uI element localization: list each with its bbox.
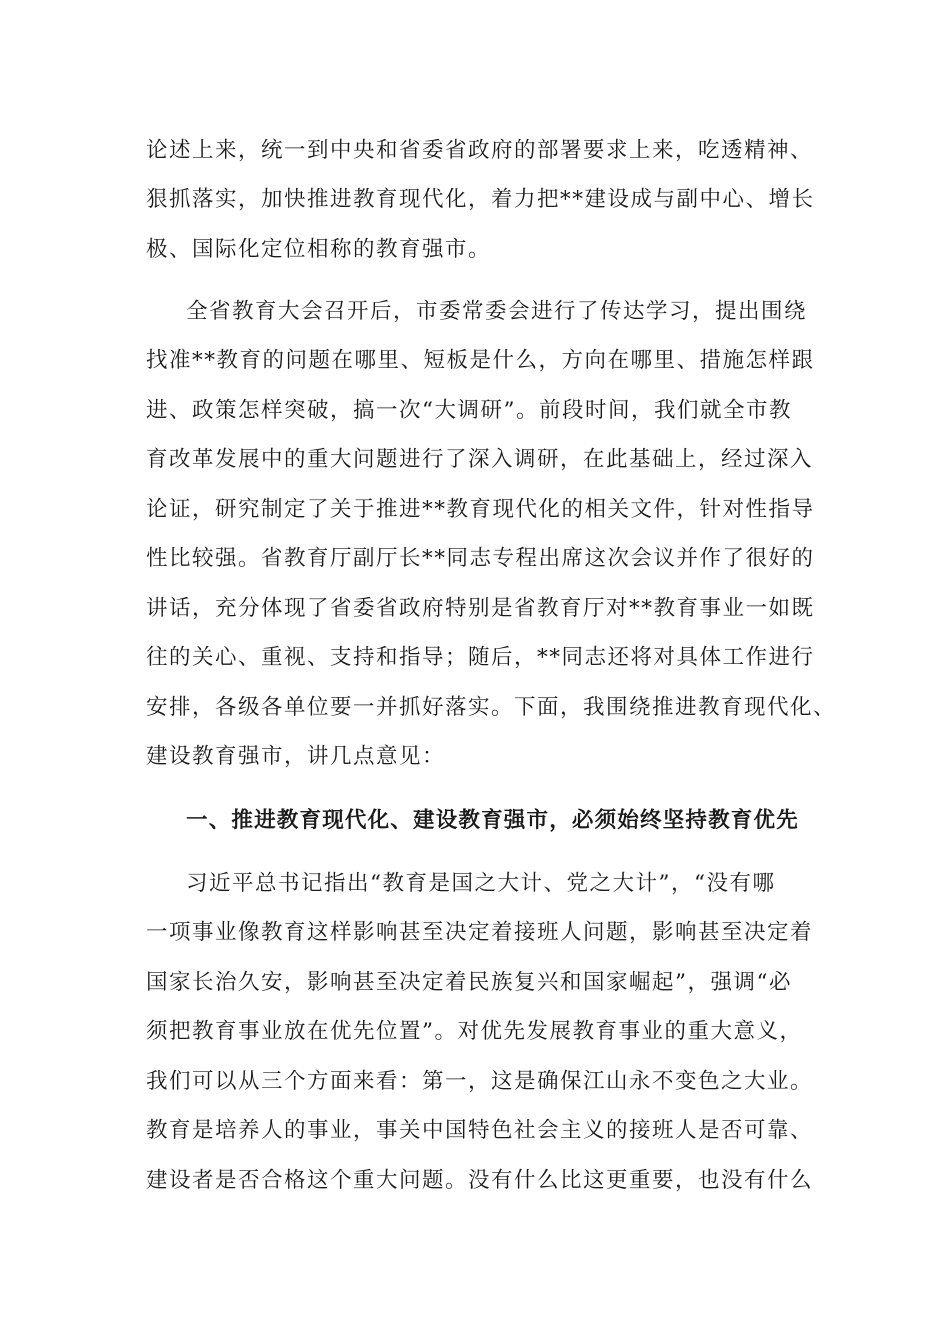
text-line: 狠抓落实，加快推进教育现代化，着力把**建设成与副中心、增长 — [146, 187, 815, 212]
text-line: 论证，研究制定了关于推进**教育现代化的相关文件，针对性指导 — [146, 497, 815, 522]
section-heading: 一、推进教育现代化、建设教育强市，必须始终坚持教育优先 — [186, 808, 799, 833]
text-line: 讲话，充分体现了省委省政府特别是省教育厅对**教育事业一如既 — [146, 596, 815, 621]
text-line: 进、政策怎样突破，搞一次“大调研”。前段时间，我们就全市教 — [146, 398, 792, 423]
text-line: 往的关心、重视、支持和指导；随后，**同志还将对具体工作进行 — [146, 645, 815, 670]
text-line: 论述上来，统一到中央和省委省政府的部署要求上来，吃透精神、 — [146, 138, 814, 163]
text-line: 建设者是否合格这个重大问题。没有什么比这更重要，也没有什么 — [146, 1168, 814, 1193]
text-line: 全省教育大会召开后，市委常委会进行了传达学习，提出围绕 — [186, 299, 808, 324]
text-line: 我们可以从三个方面来看：第一，这是确保江山永不变色之大业。 — [146, 1069, 814, 1094]
text-line: 育改革发展中的重大问题进行了深入调研，在此基础上，经过深入 — [146, 447, 814, 472]
text-line: 建设教育强市，讲几点意见： — [146, 744, 446, 769]
text-line: 安排，各级各单位要一并抓好落实。下面，我围绕推进教育现代化、 — [146, 695, 837, 720]
text-line: 极、国际化定位相称的教育强市。 — [146, 237, 492, 262]
text-line: 找准**教育的问题在哪里、短板是什么，方向在哪里、措施怎样跟 — [146, 348, 815, 373]
text-line: 习近平总书记指出“教育是国之大计、党之大计”，“没有哪 — [186, 871, 776, 896]
text-line: 须把教育事业放在优先位置”。对优先发展教育事业的重大意义， — [146, 1019, 803, 1044]
text-line: 国家长治久安，影响甚至决定着民族复兴和国家崛起”，强调“必 — [146, 970, 792, 995]
text-line: 一项事业像教育这样影响甚至决定着接班人问题，影响甚至决定着 — [146, 920, 814, 945]
text-line: 教育是培养人的事业，事关中国特色社会主义的接班人是否可靠、 — [146, 1118, 814, 1143]
text-line: 性比较强。省教育厅副厅长**同志专程出席这次会议并作了很好的 — [146, 546, 815, 571]
